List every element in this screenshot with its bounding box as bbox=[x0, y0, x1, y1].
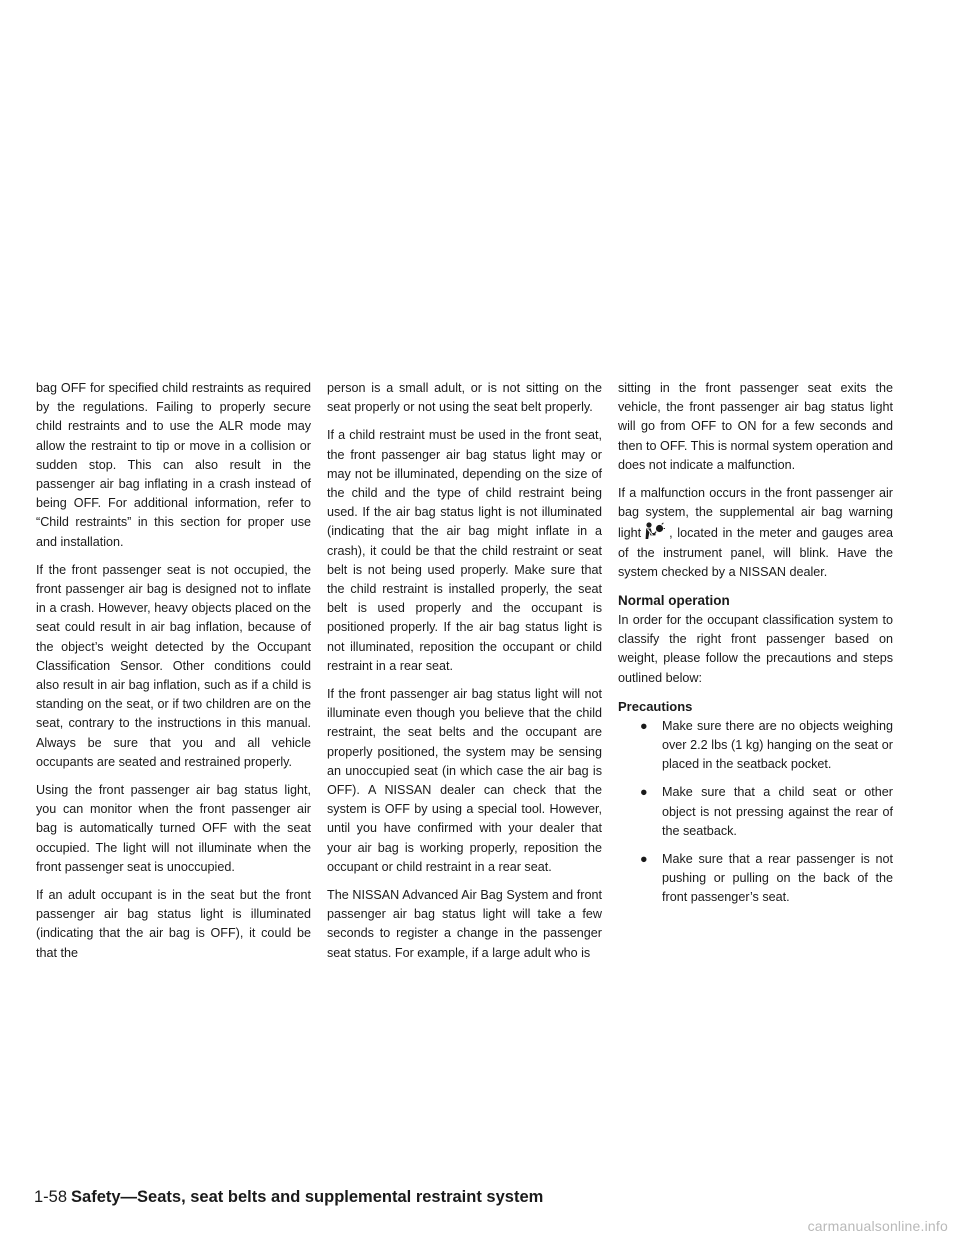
airbag-warning-light-icon bbox=[643, 522, 665, 540]
list-item-text: Make sure that a child seat or other object is not pressing against the rear of the seatback. bbox=[662, 785, 893, 838]
paragraph: If a child restraint must be used in the front seat, the front passenger air bag status light may or may not be illuminated, depending on the size of the child and the type of child restraint being used. If the air bag status light is not illuminated (indicating that the air bag might inflate in a crash), it could be that the child restraint or seat belt is not being used properly. Make sure that the child restraint is installed properly, the seat belt is used properly and the occupant is positioned properly. If the air bag status light is not illuminated, reposition the occupant or child restraint in a rear seat. bbox=[327, 428, 602, 673]
list-item bbox=[618, 783, 893, 841]
bullet-icon: ● bbox=[640, 852, 648, 867]
bullet-icon: ● bbox=[640, 718, 648, 733]
page-number: 1-58 bbox=[34, 1188, 68, 1206]
paragraph-text: If a malfunction occurs in the front passenger air bag system, the supplemental air bag warning light bbox=[618, 486, 893, 541]
text-column-3 bbox=[618, 379, 893, 917]
paragraph: If the front passenger seat is not occupied, the front passenger air bag is designed not to inflate in a crash. However, heavy objects placed on the seat could result in air bag inflation, because of the object’s weight detected by the Occupant Classification Sensor. Other conditions could also result in air bag inflation, such as if a child is standing on the seat, or if two children are on the seat, contrary to the instructions in this manual. Always be sure that you and all vehicle occupants are seated and restrained properly. bbox=[36, 562, 311, 769]
heading-normal-operation: Normal operation bbox=[618, 593, 730, 609]
section-title: Safety—Seats, seat belts and supplemental restraint system bbox=[71, 1188, 544, 1206]
list-item-text: Make sure there are no objects weighing over 2.2 lbs (1 kg) hanging on the seat or placed in the seatback pocket. bbox=[662, 718, 893, 772]
bullet-icon: ● bbox=[640, 785, 648, 800]
paragraph: In order for the occupant classification system to classify the right front passenger based on weight, please follow the precautions and steps outlined below: bbox=[618, 613, 893, 685]
precautions-list bbox=[618, 717, 893, 908]
paragraph: person is a small adult, or is not sitting on the seat properly or not using the seat belt properly. bbox=[327, 381, 602, 415]
paragraph: The NISSAN Advanced Air Bag System and front passenger air bag status light will take a few seconds to register a change in the passenger seat status. For example, if a large adult who is bbox=[327, 888, 602, 960]
text-column-1 bbox=[36, 379, 311, 972]
paragraph: sitting in the front passenger seat exits the vehicle, the front passenger air bag status light will go from OFF to ON for a few seconds and then to OFF. This is normal system operation and does not indicate a malfunction. bbox=[618, 381, 893, 472]
paragraph-warning-light bbox=[618, 484, 893, 582]
text-column-2 bbox=[327, 379, 602, 972]
paragraph: If the front passenger air bag status light will not illuminate even though you believe that the child restraint, the seat belts and the occupant are properly positioned, the system may be sensing an unoccupied seat (in which case the air bag is OFF). A NISSAN dealer can check that the system is OFF by using a special tool. However, until you have confirmed with your dealer that your air bag is working properly, reposition the occupant or child restraint in a rear seat. bbox=[327, 687, 602, 874]
list-item-text: Make sure that a rear passenger is not pushing or pulling on the back of the front passenger’s seat. bbox=[662, 852, 893, 905]
paragraph: Using the front passenger air bag status light, you can monitor when the front passenger air bag is automatically turned OFF with the seat occupied. The light will not illuminate when the front passenger seat is unoccupied. bbox=[36, 783, 311, 874]
list-item bbox=[618, 850, 893, 908]
paragraph: If an adult occupant is in the seat but the front passenger air bag status light is illuminated (indicating that the air bag is OFF), it could be that the bbox=[36, 888, 311, 960]
paragraph-text: , located in the meter and gauges area of the instrument panel, will blink. Have the system checked by a NISSAN dealer. bbox=[618, 526, 893, 579]
page-footer bbox=[34, 1187, 543, 1207]
paragraph: bag OFF for specified child restraints as required by the regulations. Failing to properly secure child restraints and to use the ALR mode may allow the restraint to tip or move in a collision or sudden stop. This can also result in the passenger air bag inflating in a crash instead of being OFF. For additional information, refer to “Child restraints” in this section for proper use and installation. bbox=[36, 381, 311, 549]
watermark-text: carmanualsonline.info bbox=[807, 1218, 948, 1234]
heading-precautions: Precautions bbox=[618, 698, 693, 714]
list-item bbox=[618, 717, 893, 775]
